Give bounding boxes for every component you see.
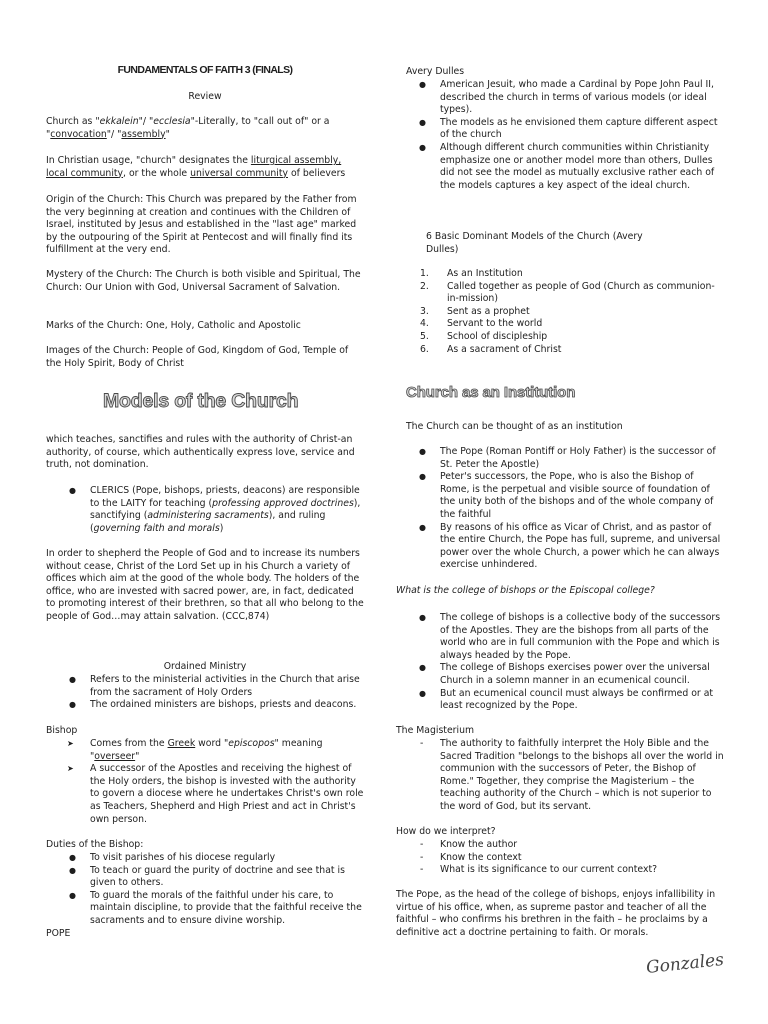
- institution-intro: The Church can be thought of as an institution: [406, 421, 623, 432]
- images-paragraph: Images of the Church: People of God, Kingdom of God, Temple of the Holy Spirit, Body of Christ: [46, 345, 349, 369]
- list-item: - The authority to faithfully interpret the Holy Bible and the Sacred Tradition "belongs to the bishops all over the world in communion with the successors of Peter, the Bishop of Rome." Together, they comprise the Magisterium – the teaching authority of the Church – which is not superior to the word of God, but its servant.: [420, 738, 724, 812]
- list-item: ● The college of Bishops exercises power over the universal Church in a solemn manner in an ecumenical council.: [419, 662, 710, 686]
- ordained-ministry-title: Ordained Ministry: [163, 661, 247, 672]
- list-item: ● Peter's successors, the Pope, who is also the Bishop of Rome, is the perpetual and visible source of foundation of the unity both of the bishops and of the whole company of the faithful: [419, 471, 714, 520]
- clerics-list: [46, 485, 364, 535]
- mystery-paragraph: Mystery of the Church: The Church is both visible and Spiritual, The Church: Our Union with God, Universal Sacrament of Salvation.: [46, 269, 361, 293]
- list-item: 1. As an Institution: [420, 268, 523, 279]
- six-models-title: 6 Basic Dominant Models of the Church (Avery Dulles): [426, 231, 643, 255]
- ordained-list: [46, 674, 364, 712]
- list-item: - What is its significance to our current context?: [420, 864, 658, 876]
- duties-label: Duties of the Bishop:: [46, 839, 144, 850]
- church-definition: Church as "ekkalein"/ "ecclesia"-Literally, to "call out of" or a "convocation"/ "assembly": [46, 116, 330, 140]
- list-item: ● By reasons of his office as Vicar of Christ, and as pastor of the entire Church, the Pope has full, supreme, and universal power over the whole Church, a power which he can always exercise unhindered.: [419, 521, 721, 571]
- list-item: ➤ A successor of the Apostles and receiving the highest of the Holy orders, the bishop is invested with the authority to govern a diocese where he undertakes Christ's own role as Teachers, Shepherd and High Priest and act in Christ's own person.: [67, 763, 364, 825]
- page-title: FUNDAMENTALS OF FAITH 3 (FINALS): [117, 64, 293, 76]
- six-models-list: [396, 268, 724, 356]
- interpret-label: How do we interpret?: [396, 826, 496, 837]
- shepherd-paragraph: In order to shepherd the People of God and to increase its numbers without cease, Christ of the Lord Set up in his Church a variety of offices which aim at the good of the whole body. The holders of the office, who are invested with sacred power, are, in fact, dedicated to promoting interest of their brethren, so that all who belong to the people of God…may attain salvation. (CCC,874): [46, 548, 364, 622]
- institution-list: [396, 446, 724, 572]
- list-item: 3. Sent as a prophet: [420, 305, 530, 317]
- institution-heading: Church as an Institution: [406, 384, 576, 401]
- list-item: ● To visit parishes of his diocese regularly: [69, 852, 276, 863]
- marks-paragraph: Marks of the Church: One, Holy, Catholic and Apostolic: [46, 320, 301, 331]
- christian-usage: In Christian usage, "church" designates the liturgical assembly, local community, or the whole universal community of believers: [46, 155, 346, 179]
- list-item: 5. School of discipleship: [420, 330, 548, 342]
- magisterium-label: The Magisterium: [396, 725, 475, 736]
- college-question: What is the college of bishops or the Episcopal college?: [396, 585, 655, 596]
- list-item: ● The college of bishops is a collective body of the successors of the Apostles. They are the bishops from all parts of the world who are in full communion with the Pope and which is always headed by the Pope.: [419, 612, 721, 661]
- bishop-list: [46, 738, 364, 826]
- pope-label: POPE: [46, 928, 71, 939]
- list-item: ● To teach or guard the purity of doctrine and see that is given to others.: [69, 864, 345, 889]
- list-item: - Know the author: [420, 839, 518, 850]
- list-item: - Know the context: [420, 851, 522, 863]
- magisterium-list: [396, 738, 724, 814]
- list-item: ● CLERICS (Pope, bishops, priests, deacons) are responsible to the LAITY for teaching (professing approved doctrines), sanctifying (administering sacraments), and ruling (governing faith and morals): [69, 485, 361, 534]
- models-heading: Models of the Church: [103, 390, 299, 412]
- list-item: ● American Jesuit, who made a Cardinal by Pope John Paul II, described the church in terms of various models (or ideal types).: [419, 79, 714, 116]
- duties-list: [46, 852, 364, 928]
- review-label: Review: [188, 91, 222, 102]
- list-item: ● To guard the morals of the faithful under his care, to maintain discipline, to provide that the faithful receive the sacraments and to ensure divine worship.: [69, 889, 362, 926]
- list-item: 2. Called together as people of God (Church as communion-in-mission): [420, 280, 715, 305]
- teaches-paragraph: which teaches, sanctifies and rules with the authority of Christ-an authority, of course, which authentically express love, service and truth, not domination.: [46, 434, 355, 471]
- avery-list: [396, 79, 724, 192]
- list-item: ● But an ecumenical council must always be confirmed or at least recognized by the Pope.: [419, 687, 714, 712]
- list-item: ● The models as he envisioned them capture different aspect of the church: [419, 116, 718, 141]
- avery-dulles-label: Avery Dulles: [406, 66, 465, 77]
- list-item: ● The ordained ministers are bishops, priests and deacons.: [69, 699, 357, 711]
- pope-infallibility-paragraph: The Pope, as the head of the college of bishops, enjoys infallibility in virtue of his office, when, as supreme pastor and teacher of all the faithful – who confirms his brethren in the faith – he proclaims by a definitive act a doctrine pertaining to faith. Or morals.: [396, 889, 716, 938]
- interpret-list: [396, 839, 724, 877]
- list-item: 4. Servant to the world: [420, 318, 543, 330]
- origin-paragraph: Origin of the Church: This Church was prepared by the Father from the very beginning at creation and continues with the Children of Israel, instituted by Jesus and established in the "last age" marked by the outpouring of the Spirit at Pentecost and will finally find its fulfillment at the very end.: [46, 194, 357, 256]
- signature: Gonzales: [645, 949, 725, 979]
- list-item: ● Although different church communities within Christianity emphasize one or another model more than others, Dulles did not see the model as mutually exclusive rather each of the models captures a key aspect of the ideal church.: [419, 141, 715, 191]
- college-list: [396, 612, 724, 713]
- list-item: 6. As a sacrament of Christ: [420, 343, 562, 355]
- list-item: ● The Pope (Roman Pontiff or Holy Father) is the successor of St. Peter the Apostle): [419, 446, 716, 470]
- bishop-label: Bishop: [46, 725, 78, 736]
- list-item: ➤ Comes from the Greek word "episcopos" meaning "overseer": [67, 738, 323, 762]
- list-item: ● Refers to the ministerial activities in the Church that arise from the sacrament of Holy Orders: [69, 674, 360, 698]
